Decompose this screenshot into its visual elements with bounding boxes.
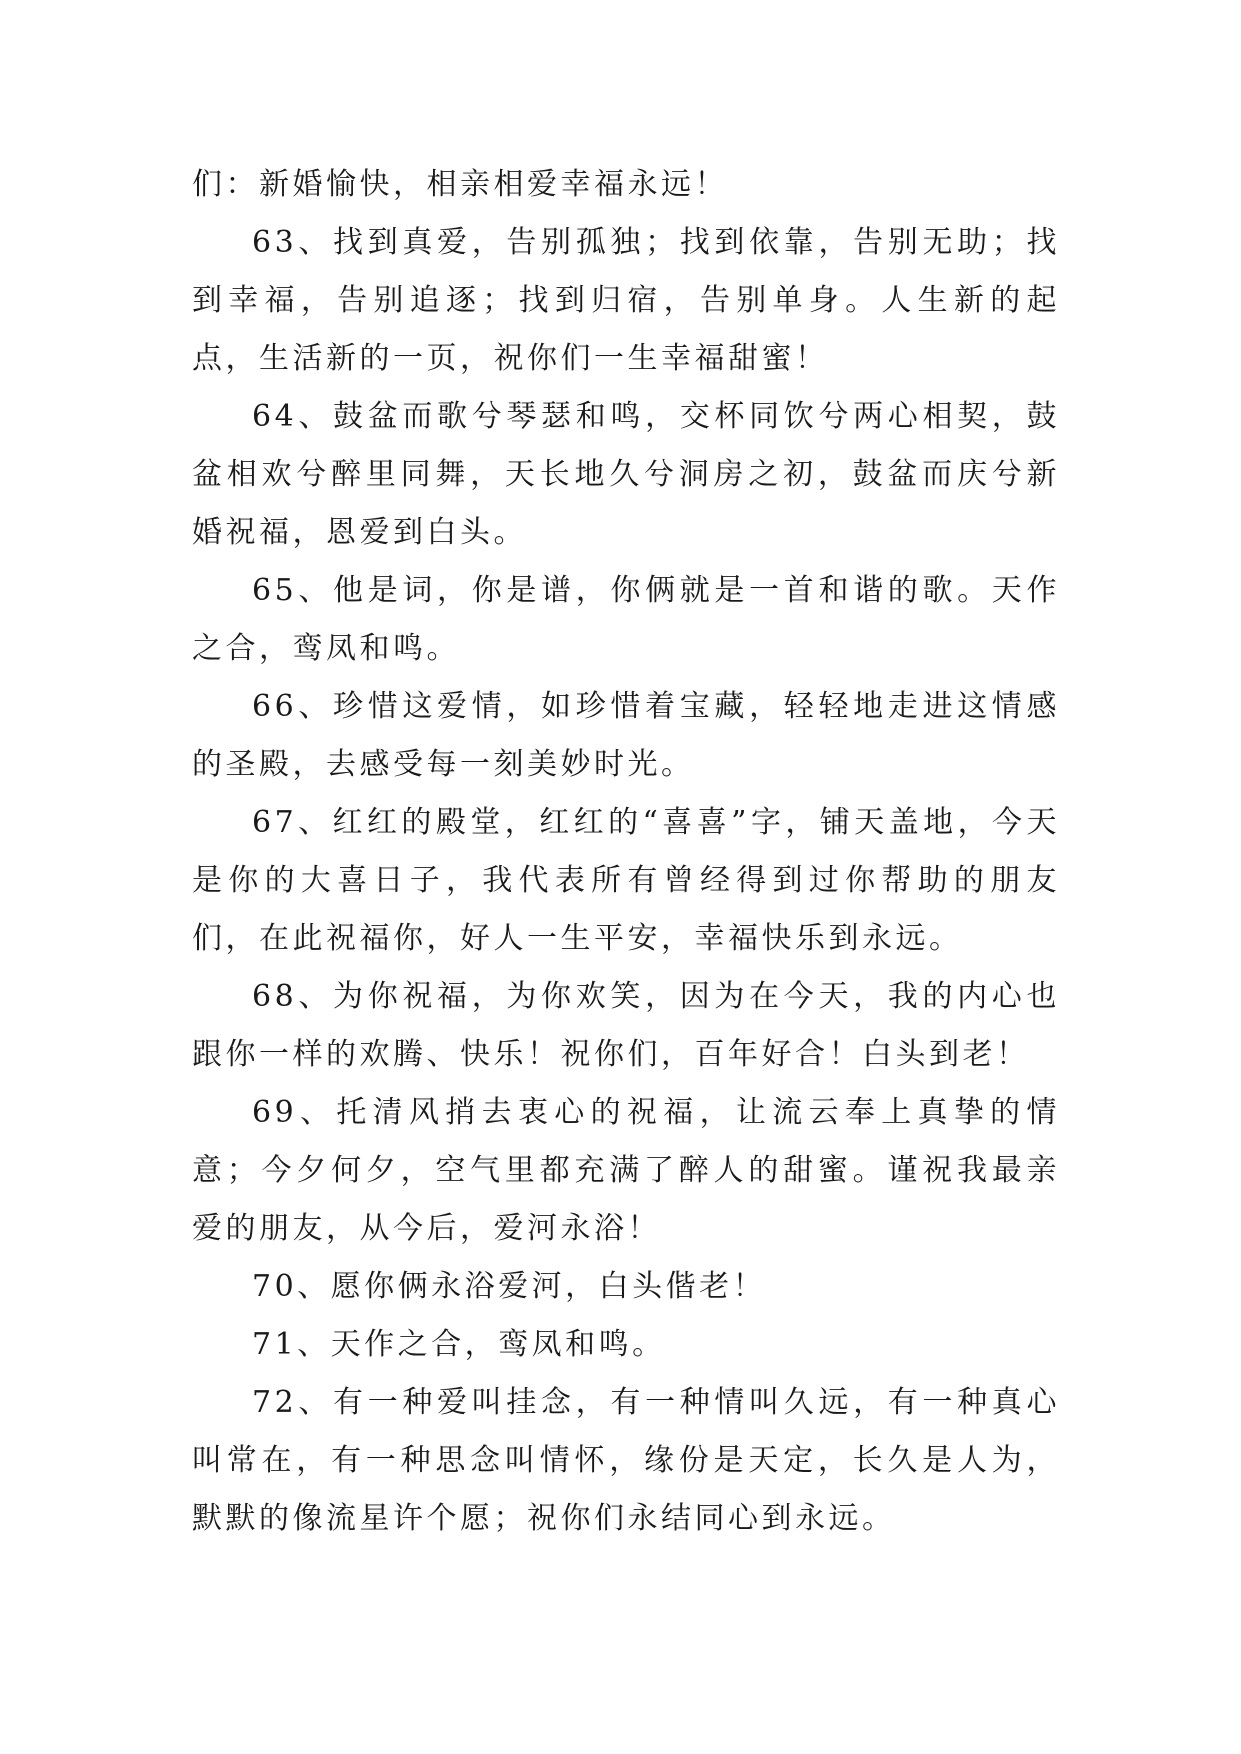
paragraph-item-68: 68、为你祝福，为你欢笑，因为在今天，我的内心也跟你一样的欢腾、快乐！祝你们，百年好合！白头到老！ <box>192 979 1060 1072</box>
paragraph-item-69: 69、托清风捎去衷心的祝福，让流云奉上真挚的情意；今夕何夕，空气里都充满了醉人的甜蜜。谨祝我最亲爱的朋友，从今后，爱河永浴！ <box>192 1095 1060 1246</box>
paragraph-item-63: 63、找到真爱，告别孤独；找到依靠，告别无助；找到幸福，告别追逐；找到归宿，告别单身。人生新的起点，生活新的一页，祝你们一生幸福甜蜜！ <box>192 225 1060 376</box>
paragraph-item-67: 67、红红的殿堂，红红的“喜喜”字，铺天盖地，今天是你的大喜日子，我代表所有曾经得到过你帮助的朋友们，在此祝福你，好人一生平安，幸福快乐到永远。 <box>192 805 1060 956</box>
paragraph-item-66: 66、珍惜这爱情，如珍惜着宝藏，轻轻地走进这情感的圣殿，去感受每一刻美妙时光。 <box>192 689 1060 782</box>
document-body <box>192 156 1060 1548</box>
paragraph-item-71: 71、天作之合，鸾凤和鸣。 <box>252 1327 666 1362</box>
paragraph-item-72: 72、有一种爱叫挂念，有一种情叫久远，有一种真心叫常在，有一种思念叫情怀，缘份是天定，长久是人为，默默的像流星许个愿；祝你们永结同心到永远。 <box>192 1385 1060 1536</box>
paragraph-item-65: 65、他是词，你是谱，你俩就是一首和谐的歌。天作之合，鸾凤和鸣。 <box>192 573 1060 666</box>
paragraph-continuation: 们：新婚愉快，相亲相爱幸福永远！ <box>192 167 728 202</box>
paragraph-item-64: 64、鼓盆而歌兮琴瑟和鸣，交杯同饮兮两心相契，鼓盆相欢兮醉里同舞，天长地久兮洞房之初，鼓盆而庆兮新婚祝福，恩爱到白头。 <box>192 399 1060 550</box>
paragraph-item-70: 70、愿你俩永浴爱河，白头偕老！ <box>252 1269 767 1304</box>
